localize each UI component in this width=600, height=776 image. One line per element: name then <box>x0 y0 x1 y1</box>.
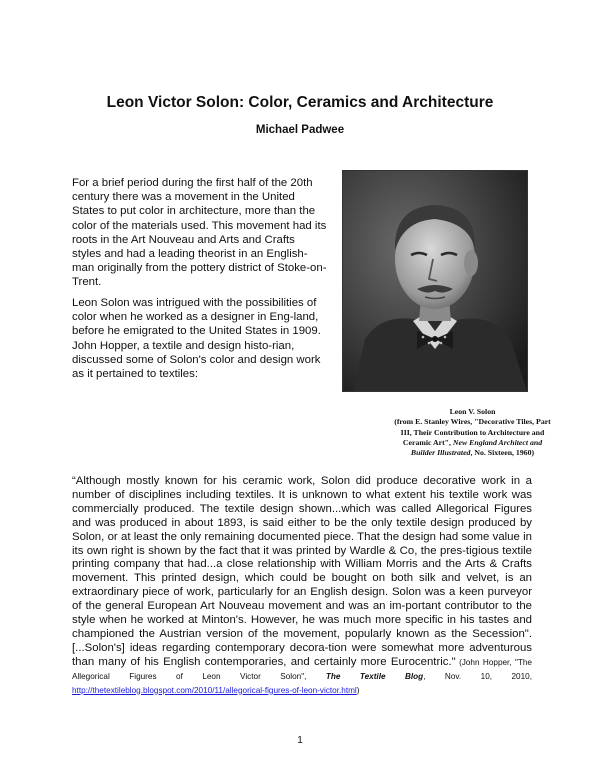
caption-source-text: (from E. Stanley Wires, "Decorative Tiles, Part III, Their Contribution to Architecture and Ceramic Art", <box>394 417 551 447</box>
citation-blog-title: The Textile Blog <box>325 671 424 681</box>
intro-paragraph-1: For a brief period during the first half of the 20th century there was a movement in the United States to put color in architecture, more than the color of the materials used. This movement had its roots in the Art Nouveau and Arts and Crafts styles and had a leading theorist in an English-man originally from the pottery district of Stoke-on-Trent. <box>72 177 327 289</box>
page-number: 1 <box>297 735 303 746</box>
citation-text: (John Hopper, "The Allegorical Figures of Leon Victor Solon", <box>72 657 532 681</box>
caption-publication: New England Architect and Builder Illustrated <box>410 437 543 458</box>
portrait-photo <box>342 170 528 392</box>
page-title: Leon Victor Solon: Color, Ceramics and Architecture <box>106 94 494 111</box>
quote-text: “Although mostly known for his ceramic work, Solon did produce decorative work in a number of disciplines including textiles. It is unknown to what extent his textile work was commercially produced. The textile design shown...which was called Allegorical Figures and was produced in about 1893, is said either to be the only textile design produced by Solon, or at least the only remaining documented piece. That the design had some value in its own right is shown by the fact that it was printed by Wardle & Co, the pres-tigious textile printing company that had...a close relationship with William Morris and the Arts & Crafts movement. This printed design, which could be bought on both silk and velvet, is an extraordinary piece of work, particularly for an English design. Solon was a keen purveyor of the general European Art Nouveau movement and was an im-portant contributor to the style when he worked at Minton's. However, he was much more specific in his tastes and championed the Austrian version of the movement, popularly known as the Secession". [...Solon's] ideas regarding contemporary decora-tion were somewhat more adventurous than many of his English contemporaries, and certainly more Eurocentric." <box>72 475 532 668</box>
caption-source <box>390 417 555 458</box>
citation-date: , Nov. 10, 2010, <box>423 671 532 681</box>
intro-paragraph-2: Leon Solon was intrigued with the possibilities of color when he worked as a designer in Eng-land, before he emigrated to the United States in 1909. John Hopper, a textile and design histo-rian, discussed some of Solon's color and design work as it pertained to textiles: <box>72 297 321 381</box>
caption-name: Leon V. Solon <box>449 407 496 416</box>
citation-end: ) <box>356 685 360 695</box>
citation-link[interactable]: http://thetextileblog.blogspot.com/2010/11/allegorical-figures-of-leon-victor.html <box>72 685 357 695</box>
quote-block <box>72 475 532 698</box>
author-name: Michael Padwee <box>255 124 345 136</box>
photo-caption <box>390 407 555 458</box>
caption-source-end: , No. Sixteen, 1960) <box>470 448 535 458</box>
portrait-illustration <box>343 171 527 391</box>
